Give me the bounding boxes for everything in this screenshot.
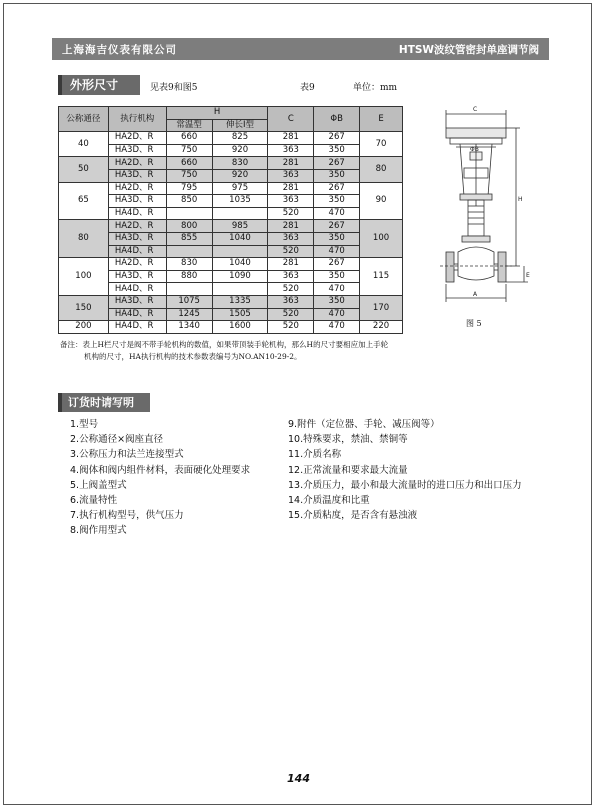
cell-h-ext: 985: [212, 220, 268, 233]
cell-h-normal: 750: [166, 144, 212, 157]
figure-label-a: A: [473, 291, 478, 298]
cell-h-ext: 1600: [212, 321, 268, 334]
cell-phib: 350: [314, 270, 360, 283]
cell-e: 70: [360, 132, 403, 157]
product-name: HTSW波纹管密封单座调节阀: [398, 44, 539, 56]
header-c: C: [268, 107, 314, 132]
cell-actuator: HA3D、R: [108, 195, 166, 208]
cell-actuator: HA2D、R: [108, 132, 166, 145]
cell-actuator: HA2D、R: [108, 258, 166, 271]
cell-h-normal: 660: [166, 157, 212, 170]
cell-c: 363: [268, 169, 314, 182]
cell-phib: 350: [314, 144, 360, 157]
header-phib: ΦB: [314, 107, 360, 132]
cell-h-normal: 800: [166, 220, 212, 233]
order-item: 4.阀体和阀内组件材料，表面硬化处理要求: [70, 464, 251, 476]
table-number: 表9: [300, 83, 315, 93]
cell-c: 281: [268, 220, 314, 233]
cell-phib: 350: [314, 232, 360, 245]
cell-phib: 267: [314, 157, 360, 170]
cell-e: 115: [360, 258, 403, 296]
cell-h-ext: 1505: [212, 308, 268, 321]
cell-dn: 50: [59, 157, 109, 182]
cell-actuator: HA3D、R: [108, 144, 166, 157]
cell-h-ext: [212, 207, 268, 220]
cell-c: 363: [268, 270, 314, 283]
order-item: 10.特殊要求，禁油、禁铜等: [288, 434, 408, 446]
table-row: [59, 295, 403, 308]
table-reference: 见表9和图5: [150, 83, 198, 93]
order-item: 15.介质粘度，是否含有悬浊液: [288, 510, 418, 522]
header-h-normal: 常温型: [166, 119, 212, 132]
cell-dn: 40: [59, 132, 109, 157]
cell-c: 520: [268, 245, 314, 258]
order-item: 8.阀作用型式: [70, 525, 127, 537]
table-row: [59, 232, 403, 245]
header-h-ext: 伸长Ⅰ型: [212, 119, 268, 132]
cell-actuator: HA3D、R: [108, 295, 166, 308]
cell-h-normal: 830: [166, 258, 212, 271]
cell-actuator: HA3D、R: [108, 270, 166, 283]
header-actuator: 执行机构: [108, 107, 166, 132]
cell-h-normal: 850: [166, 195, 212, 208]
cell-h-normal: [166, 245, 212, 258]
cell-h-normal: 1245: [166, 308, 212, 321]
cell-h-ext: 975: [212, 182, 268, 195]
cell-phib: 470: [314, 207, 360, 220]
cell-dn: 200: [59, 321, 109, 334]
cell-c: 363: [268, 195, 314, 208]
cell-actuator: HA2D、R: [108, 157, 166, 170]
cell-h-ext: 1040: [212, 232, 268, 245]
figure-label-e: E: [526, 272, 530, 279]
order-item: 1.型号: [70, 419, 99, 430]
cell-h-normal: [166, 207, 212, 220]
cell-h-ext: 1040: [212, 258, 268, 271]
company-name: 上海海吉仪表有限公司: [62, 44, 177, 56]
cell-phib: 350: [314, 295, 360, 308]
cell-h-normal: 750: [166, 169, 212, 182]
order-item: 9.附件（定位器、手轮、减压阀等）: [288, 419, 440, 430]
note-line-1: 备注：表上H栏尺寸是阀不带手轮机构的数值，如果带顶装手轮机构，那么H的尺寸要相应加上手轮: [60, 340, 389, 349]
page-number: 144: [287, 772, 310, 785]
cell-c: 363: [268, 295, 314, 308]
table-row: [59, 321, 403, 334]
cell-c: 520: [268, 308, 314, 321]
cell-actuator: HA4D、R: [108, 283, 166, 296]
order-item: 7.执行机构型号，供气压力: [70, 510, 184, 522]
order-item: 14.介质温度和比重: [288, 495, 370, 507]
cell-c: 363: [268, 144, 314, 157]
cell-h-ext: 1090: [212, 270, 268, 283]
cell-c: 520: [268, 321, 314, 334]
table-row: [59, 132, 403, 145]
cell-e: 170: [360, 295, 403, 320]
figure-label-h: H: [518, 196, 523, 203]
cell-e: 80: [360, 157, 403, 182]
table-row: [59, 144, 403, 157]
unit-label: 单位：mm: [353, 83, 398, 93]
cell-h-ext: 920: [212, 144, 268, 157]
cell-e: 100: [360, 220, 403, 258]
table-row: [59, 207, 403, 220]
dimension-table: [58, 106, 403, 334]
cell-phib: 267: [314, 182, 360, 195]
cell-phib: 267: [314, 258, 360, 271]
cell-actuator: HA2D、R: [108, 220, 166, 233]
cell-c: 281: [268, 157, 314, 170]
cell-c: 363: [268, 232, 314, 245]
cell-h-normal: 855: [166, 232, 212, 245]
cell-h-normal: 795: [166, 182, 212, 195]
header-h: H: [166, 107, 268, 120]
cell-actuator: HA3D、R: [108, 169, 166, 182]
table-row: [59, 195, 403, 208]
cell-phib: 470: [314, 308, 360, 321]
cell-phib: 350: [314, 195, 360, 208]
header-dn: 公称通径: [59, 107, 109, 132]
cell-c: 281: [268, 258, 314, 271]
cell-dn: 65: [59, 182, 109, 220]
cell-h-normal: 1075: [166, 295, 212, 308]
figure-label-c: C: [473, 106, 478, 113]
cell-h-normal: 880: [166, 270, 212, 283]
cell-dn: 150: [59, 295, 109, 320]
table-row: [59, 157, 403, 170]
figure-caption: 图 5: [466, 319, 482, 328]
cell-phib: 350: [314, 169, 360, 182]
table-row: [59, 283, 403, 296]
cell-h-ext: 920: [212, 169, 268, 182]
order-item: 12.正常流量和要求最大流量: [288, 464, 408, 476]
cell-c: 520: [268, 207, 314, 220]
cell-actuator: HA4D、R: [108, 245, 166, 258]
cell-actuator: HA2D、R: [108, 182, 166, 195]
cell-dn: 100: [59, 258, 109, 296]
section-title-ordering: 订货时请写明: [58, 393, 150, 412]
cell-h-ext: [212, 245, 268, 258]
table-row: [59, 182, 403, 195]
cell-actuator: HA4D、R: [108, 308, 166, 321]
cell-dn: 80: [59, 220, 109, 258]
table-row: [59, 169, 403, 182]
section-title-dimensions: 外形尺寸: [58, 75, 140, 95]
cell-phib: 470: [314, 245, 360, 258]
cell-phib: 267: [314, 220, 360, 233]
cell-h-ext: 830: [212, 157, 268, 170]
cell-actuator: HA3D、R: [108, 232, 166, 245]
table-row: [59, 258, 403, 271]
cell-actuator: HA4D、R: [108, 207, 166, 220]
figure-label-phib: ΦB: [470, 146, 479, 153]
cell-h-normal: 660: [166, 132, 212, 145]
table-row: [59, 308, 403, 321]
order-item: 6.流量特性: [70, 495, 118, 507]
cell-phib: 470: [314, 283, 360, 296]
table-row: [59, 270, 403, 283]
table-row: [59, 220, 403, 233]
cell-phib: 267: [314, 132, 360, 145]
cell-c: 281: [268, 132, 314, 145]
cell-h-normal: 1340: [166, 321, 212, 334]
table-note: [60, 339, 405, 363]
order-list-left: [70, 417, 250, 539]
order-item: 2.公称通径×阀座直径: [70, 434, 164, 446]
cell-e: 220: [360, 321, 403, 334]
header-e: E: [360, 107, 403, 132]
cell-actuator: HA4D、R: [108, 321, 166, 334]
header-bar: [52, 38, 549, 60]
cell-e: 90: [360, 182, 403, 220]
order-item: 3.公称压力和法兰连接型式: [70, 449, 184, 461]
order-list-right: [288, 417, 522, 523]
table-row: [59, 245, 403, 258]
note-line-2: 机构的尺寸，HA执行机构的技术参数表编号为NO.AN10-29-2。: [84, 352, 302, 361]
cell-h-ext: [212, 283, 268, 296]
cell-phib: 470: [314, 321, 360, 334]
valve-outline-drawing: [420, 106, 532, 311]
cell-h-ext: 825: [212, 132, 268, 145]
cell-h-normal: [166, 283, 212, 296]
order-item: 5.上阀盖型式: [70, 479, 127, 491]
cell-c: 281: [268, 182, 314, 195]
order-item: 11.介质名称: [288, 449, 342, 461]
cell-c: 520: [268, 283, 314, 296]
cell-h-ext: 1335: [212, 295, 268, 308]
order-item: 13.介质压力，最小和最大流量时的进口压力和出口压力: [288, 479, 522, 491]
cell-h-ext: 1035: [212, 195, 268, 208]
